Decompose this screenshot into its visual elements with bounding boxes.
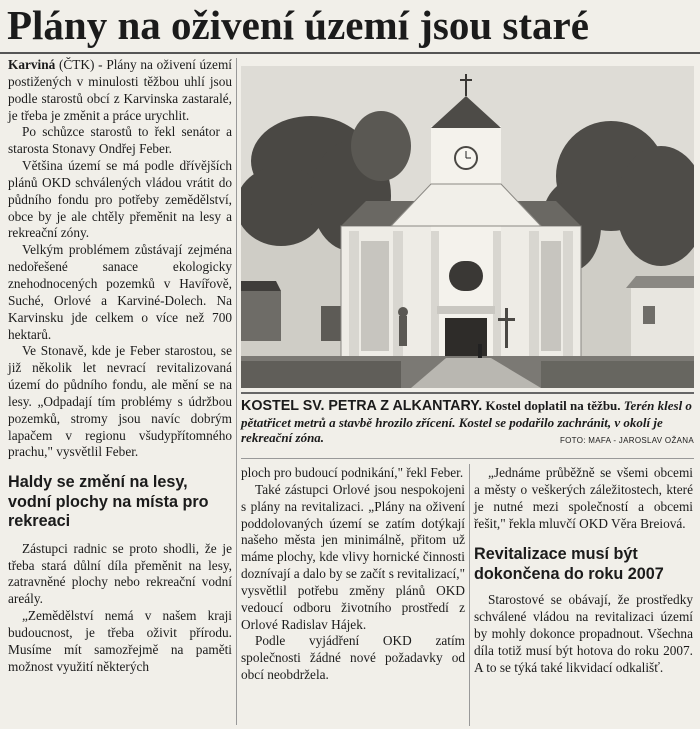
paragraph-c3-1: „Jednáme průběžně se všemi obcemi a městy o veškerých záležitostech, které je nutné mezi společností a obcemi řešit," řekla mluvčí OKD Věra Breiová.	[474, 465, 693, 531]
caption-bottom-rule	[241, 458, 694, 459]
caption-title: KOSTEL SV. PETRA Z ALKANTARY.	[241, 398, 483, 414]
photo-caption	[241, 398, 694, 449]
paragraph-4: Velkým problémem zůstávají zejména nedořešené sanace ekologicky znehodnocených pozemků v Havířově, Suché, Orlové a Karviné-Dolech. Na Karvinsku jde celkem o více než 700 hektarů.	[8, 242, 232, 342]
paragraph-6: Zástupci radnic se proto shodli, že je třeba stará důlní díla přeměnit na lesy, zatravněné plochy nebo rekreační vodní areály.	[8, 540, 232, 607]
paragraph-5: Ve Stonavě, kde je Feber starostou, se již několik let nevrací revitalizovaná území do půdního fondu, ale mění se na lesy. „Odpadají tím problémy s údržbou pozemků, stromy jsou navíc dobrým lapačem v regionu všudypřítomného prachu," vysvětlil Feber.	[8, 343, 232, 460]
subheading-haldy: Haldy se změní na lesy, vodní plochy na místa pro rekreaci	[8, 473, 209, 531]
paragraph-c2-1: ploch pro budoucí podnikání," řekl Feber.	[241, 465, 464, 480]
paragraph-1: Karviná (ČTK) - Plány na oživení území postižených v minulosti těžbou uhlí jsou podle starostů obcí z Karvinska zastaralé, je třeba je změnit a práce urychlit.	[8, 57, 232, 123]
paragraph-c3-2: Starostové se obávají, že prostředky schválené vládou na revitalizaci území by mohly dokonce propadnout. Všechna díla totiž musí být hotova do roku 2007. A to se týká také likvidací odkališť.	[474, 592, 693, 675]
column-divider-2	[469, 464, 470, 726]
headline-rule	[0, 52, 700, 54]
subheading-revitalizace: Revitalizace musí být dokončena do roku 2007	[474, 545, 664, 583]
church-photo	[241, 66, 694, 388]
paragraph-3: Většina území se má podle dřívějších plánů OKD schválených vládou vrátit do půdního fondu pro potřeby zemědělství, obce by je ale chtěly přeměnit na lesy a rekreační zóny.	[8, 158, 232, 241]
column-3	[474, 465, 693, 677]
paragraph-c2-2: Také zástupci Orlové jsou nespokojeni s plány na revitalizaci. „Plány na oživení poddolovaných území se zatím dotýkají našeho města jen minimálně, přitom už máme plochy, kde vlivy hornické činnosti doznívají a dalo by se začít s revitalizací," vysvětlil potřebu změny plánů OKD vedoucí odboru životního prostředí z Orlové Radislav Hájek.	[241, 481, 465, 632]
paragraph-2: Po schůzce starostů to řekl senátor a starosta Stonavy Ondřej Feber.	[8, 124, 232, 157]
caption-text-1: Kostel doplatil na těžbu.	[482, 398, 621, 413]
article-headline: Plány na oživení území jsou staré	[7, 2, 589, 48]
paragraph-c2-3: Podle vyjádření OKD zatím společnosti žádné nové požadavky od obcí neobdržela.	[241, 633, 465, 683]
caption-text-2: Terén klesl o pětatřicet metrů a stavbě hrozilo zřícení. Kostel se podařilo zachránit, v okolí je rekreační zóna.	[241, 398, 692, 446]
dateline: Karviná	[8, 57, 56, 72]
column-1	[8, 57, 232, 676]
column-divider-1	[236, 58, 237, 725]
column-2	[241, 465, 465, 684]
photo-credit: FOTO: MAFA - JAROSLAV OŽANA	[559, 436, 694, 446]
paragraph-7: „Zemědělství nemá v našem kraji budoucnost, je třeba oživit přírodu. Musíme mít samozřejmě na paměti možnost využití některých	[8, 608, 232, 674]
photo-caption-rule	[241, 392, 694, 394]
